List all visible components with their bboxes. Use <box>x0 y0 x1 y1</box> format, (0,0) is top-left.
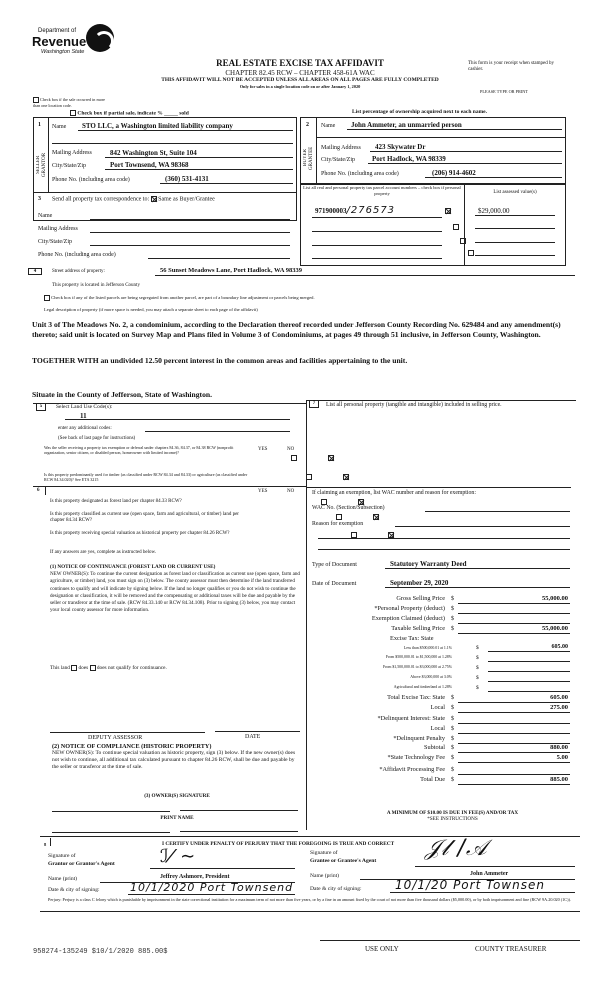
correspondence-label: Send all property tax correspondence to: <box>52 196 150 203</box>
segregated-label: Check box if any of the listed parcels are being segregated from another parcel, are part of a boundary line adjustment or parcels being merged. <box>51 295 315 301</box>
corr-name-label: Name <box>38 213 53 219</box>
grantee-name-label: Name (print) <box>310 873 340 879</box>
deputy-assessor-signature[interactable] <box>50 732 205 733</box>
affidavit-fee-value[interactable] <box>458 774 570 775</box>
correspondence-row <box>52 196 215 204</box>
legal-description-p2: TOGETHER WITH an undivided 12.50 percent interest in the common areas and facilities appertaining to the unit. <box>32 356 408 365</box>
buyer-section-number: 2 <box>306 122 309 128</box>
delinquent-interest-local-value[interactable] <box>458 733 570 734</box>
land-use-q1-yes[interactable] <box>291 455 297 461</box>
grantee-sig-label-1: Signature of <box>310 850 338 856</box>
gross-price-value[interactable]: 55,000.00 <box>542 595 568 602</box>
parcel-2-personal-checkbox[interactable] <box>453 224 459 230</box>
parcel-1-personal-checkbox[interactable] <box>445 208 451 214</box>
continuance-does-not-checkbox[interactable] <box>90 665 96 671</box>
multi-location-checkbox[interactable] <box>33 97 39 103</box>
legal-description-p3: Situate in the County of Jefferson, State of Washington. <box>32 390 213 399</box>
corr-mailing-field[interactable] <box>90 232 290 233</box>
delinquent-interest-local-label: Local <box>430 725 445 732</box>
subtotal-label: Subtotal <box>424 744 445 751</box>
seller-side-label: SELLER GRANTOR <box>36 152 47 178</box>
owner-signature-label: (3) OWNER(S) SIGNATURE <box>144 793 210 799</box>
partial-sale-checkbox[interactable] <box>70 110 76 116</box>
parcel-1-assessed-value[interactable]: $29,000.00 <box>478 207 510 215</box>
see-instructions: *SEE INSTRUCTIONS <box>427 816 478 822</box>
agency-line2: Revenue <box>32 34 87 49</box>
property-section-number: 4 <box>28 268 42 275</box>
same-as-buyer-label: Same as Buyer/Grantee <box>158 196 215 203</box>
designation-q2: Is this property classified as current use (open space, farm and agricultural, or timber) land per chapter 84.34 RCW? <box>50 512 239 523</box>
print-name-label: PRINT NAME <box>160 815 194 821</box>
grantor-sig-label-2: Grantor or Grantor's Agent <box>48 861 115 867</box>
continuance-does-checkbox[interactable] <box>71 665 77 671</box>
land-use-label: Select Land Use Code(s): <box>56 404 113 410</box>
parcel-number-2[interactable] <box>312 231 442 232</box>
buyer-phone[interactable]: (206) 914-4602 <box>432 169 476 177</box>
additional-codes-label: enter any additional codes: <box>58 426 112 431</box>
cert-statement: I CERTIFY UNDER PENALTY OF PERJURY THAT THE FOREGOING IS TRUE AND CORRECT <box>162 841 395 847</box>
land-use-q2: Is this property predominantly used for timber (as classified under RCW 84.34 and 84.33) or agriculture (as classified under RCW 84.34.020)? See ETA 3215 <box>44 472 248 482</box>
continuance-row: This land does does not qualify for continuance. <box>50 665 167 672</box>
legal-description-p1: Unit 3 of The Meadows No. 2, a condominium, according to the Declaration thereof recorded under Jefferson County Recording No. 629484 and any amendment(s) thereto; said unit is located on Survey Map and Plans filed in Volume 3 of Condominiums, at pages 49 through 51 inclusive, in Jefferson County, Washington. <box>32 320 561 339</box>
delinquent-interest-state-label: *Delinquent Interest: State <box>377 715 445 722</box>
tier-3-value[interactable] <box>488 671 570 672</box>
assessed-header: List assessed value(s) <box>493 190 537 195</box>
parcel-number-1[interactable]: 971900003/276573 <box>315 205 396 216</box>
dor-logo-icon <box>86 24 114 52</box>
form-warning: THIS AFFIDAVIT WILL NOT BE ACCEPTED UNLESS ALL AREAS ON ALL PAGES ARE FULLY COMPLETED <box>161 77 439 83</box>
personal-property-deduct-value[interactable] <box>458 613 570 614</box>
form-title: REAL ESTATE EXCISE TAX AFFIDAVIT <box>216 58 384 68</box>
parcel-3-assessed-value[interactable] <box>475 242 555 243</box>
delinquent-penalty-label: *Delinquent Penalty <box>393 735 445 742</box>
agency-line3: Washington State <box>41 49 85 55</box>
personal-property-label: List all personal property (tangible and intangible) included in selling price. <box>326 402 502 408</box>
same-as-buyer-checkbox[interactable] <box>151 196 157 202</box>
seller-phone-label: Phone No. (including area code) <box>52 177 130 183</box>
deputy-assessor-date[interactable] <box>215 731 300 732</box>
deputy-assessor-label: DEPUTY ASSESSOR <box>88 735 143 741</box>
affidavit-fee-label: *Affidavit Processing Fee <box>379 766 445 773</box>
grantee-date-city[interactable]: 10/1/20 Port Townsen <box>395 878 545 892</box>
tier-3-label: From $1,500,000.01 to $3,000,000 at 2.75% <box>382 665 452 669</box>
designation-q2-no[interactable] <box>373 514 379 520</box>
grantor-name-label: Name (print) <box>48 876 78 882</box>
additional-codes-field[interactable] <box>145 431 290 432</box>
land-use-q2-yes[interactable] <box>306 474 312 480</box>
parcel-4-personal-checkbox[interactable] <box>468 250 474 256</box>
wac-label: WAC No. (Section/Subsection) <box>312 505 385 511</box>
seller-city-label: City/State/Zip <box>52 163 86 169</box>
type-or-print: PLEASE TYPE OR PRINT <box>480 89 529 94</box>
grantor-date-label: Date & city of signing: <box>48 887 100 893</box>
grantor-sig-label-1: Signature of <box>48 853 76 859</box>
tier-2-label: From $500,000.01 to $1,500,000 at 1.28% <box>385 655 452 659</box>
exemption-deduct-label: Exemption Claimed (deduct) <box>371 615 445 622</box>
cert-section-number: 8 <box>44 842 47 847</box>
tier-4-value[interactable] <box>488 681 570 682</box>
tier-5-label: Agricultural and timberland at 1.28% <box>393 685 452 689</box>
seller-name[interactable]: STO LLC, a Washington limited liability company <box>82 122 233 130</box>
buyer-side-label: BUYER GRANTEE <box>303 146 314 170</box>
land-use-q2-no[interactable] <box>343 474 349 480</box>
doc-date-label: Date of Document <box>312 581 357 587</box>
corr-phone-label: Phone No. (including area code) <box>38 252 116 258</box>
buyer-name-label: Name <box>321 123 336 129</box>
form-chapter: CHAPTER 82.45 RCW – CHAPTER 458-61A WAC <box>225 69 375 77</box>
street-label: Street address of property: <box>52 269 105 274</box>
grantor-name[interactable]: Jeffrey Ashmore, President <box>160 874 230 880</box>
corr-name-field[interactable] <box>90 219 290 220</box>
if-yes-note: If any answers are yes, complete as instructed below. <box>50 550 157 555</box>
segregated-row <box>44 295 315 301</box>
notice2-title: (2) NOTICE OF COMPLIANCE (HISTORIC PROPERTY) <box>52 743 212 750</box>
corr-mailing-label: Mailing Address <box>38 226 78 232</box>
exemption-deduct-value[interactable] <box>458 623 570 624</box>
seller-phone[interactable]: (360) 531-4131 <box>165 175 209 183</box>
tech-fee-value[interactable]: 5.00 <box>556 754 568 761</box>
doc-date[interactable]: September 29, 2020 <box>390 579 449 587</box>
buyer-mailing[interactable]: 423 Skywater Dr <box>375 143 426 151</box>
owner-signature-line-1[interactable] <box>52 811 170 812</box>
buyer-mailing-label: Mailing Address <box>321 145 361 151</box>
seller-mailing[interactable]: 842 Washington St, Suite 104 <box>110 149 197 157</box>
tier-2-value[interactable] <box>488 661 570 662</box>
buyer-name[interactable]: John Ammeter, an unmarried person <box>351 121 462 129</box>
seller-mailing-label: Mailing Address <box>52 150 92 156</box>
partial-sale-label: Check box if partial sale, indicate % _____ sold <box>77 110 189 117</box>
land-use-no-header: NO <box>287 447 295 452</box>
tier-1-value[interactable]: 605.00 <box>551 644 568 650</box>
reason-label: Reason for exemption <box>312 521 364 527</box>
designation-q3: Is this property receiving special valuation as historical property per chapter 84.26 RCW? <box>50 531 230 536</box>
print-name-line-1[interactable] <box>52 832 170 833</box>
sales-note: Only for sales in a single location code on or after January 1, 2020 <box>239 84 361 89</box>
land-use-q1-no[interactable] <box>328 455 334 461</box>
segregated-checkbox[interactable] <box>44 295 50 301</box>
corr-city-label: City/State/Zip <box>38 239 72 245</box>
street-address[interactable]: 56 Sunset Meadows Lane, Port Hadlock, WA 98339 <box>160 267 302 274</box>
tier-5-value[interactable] <box>488 691 570 692</box>
parcel-number-4[interactable] <box>312 258 442 259</box>
county-treasurer-label: COUNTY TREASURER <box>475 945 547 953</box>
use-only-label: USE ONLY <box>365 945 399 953</box>
designation-section-number: 6 <box>37 488 40 493</box>
total-excise-state-label: Total Excise Tax: State <box>387 694 445 701</box>
buyer-phone-label: Phone No. (including area code) <box>321 171 399 177</box>
designation-q1: Is this property designated as forest land per chapter 84.33 RCW? <box>50 499 182 504</box>
seller-name-label: Name <box>52 124 67 130</box>
parcels-header: List all real and personal property tax parcel account numbers – check box if personal property <box>303 185 461 196</box>
land-use-yes-header: YES <box>258 447 268 452</box>
tier-4-label: Above $3,000,000 at 3.0% <box>410 675 452 679</box>
doc-type[interactable]: Statutory Warranty Deed <box>390 560 467 568</box>
designation-no-header: NO <box>287 489 295 494</box>
agency-line1: Department of <box>38 28 77 34</box>
notice2-body: NEW OWNER(S): To continue special valuation as historic property, sign (3) below. If the new owner(s) does not wish to continue, all additional tax calculated pursuant to chapter 84.26 RCW, shall be due and payable by the seller or transferor at the time of sale. <box>52 750 296 770</box>
personal-property-deduct-label: *Personal Property (deduct) <box>374 605 445 612</box>
gross-price-label: Gross Selling Price <box>396 595 445 602</box>
land-use-section-number: 5 <box>36 403 46 411</box>
multi-location-check-row <box>33 97 113 108</box>
delinquent-interest-state-value[interactable] <box>458 723 570 724</box>
tier-1-label: Less than $500,000.01 at 1.1% <box>403 646 452 650</box>
excise-label: Excise Tax: State <box>390 635 434 642</box>
legal-label: Legal description of property (if more space is needed, you may attach a separate sheet to each page of the affidavit) <box>44 307 258 312</box>
minimum-note: A MINIMUM OF $10.00 IS DUE IN FEE(S) AND/OR TAX <box>386 810 519 816</box>
total-excise-state-value[interactable]: 605.00 <box>550 694 568 701</box>
ownership-note: List percentage of ownership acquired next to each name. <box>352 109 487 115</box>
total-due-value[interactable]: 885.00 <box>550 776 568 783</box>
owner-signature-line-2[interactable] <box>180 810 298 811</box>
reason-field-2[interactable] <box>318 538 570 539</box>
total-due-label: Total Due <box>420 776 445 783</box>
corr-city-field[interactable] <box>90 245 290 246</box>
seller-section-number: 1 <box>38 122 41 128</box>
total-excise-local-value[interactable]: 275.00 <box>550 704 568 711</box>
exemption-label: If claiming an exemption, list WAC number and reason for exemption: <box>312 490 476 496</box>
grantee-name[interactable]: John Ammeter <box>470 871 509 877</box>
instructions-note: (See back of last page for instructions) <box>58 436 136 441</box>
grantee-date-label: Date & city of signing: <box>310 886 362 892</box>
corr-phone-field[interactable] <box>148 258 290 259</box>
parcel-number-3[interactable] <box>312 245 442 246</box>
correspondence-section-number: 3 <box>38 196 41 202</box>
reason-field-3[interactable] <box>318 549 570 550</box>
receipt-stamp: 958274-135249 $10/1/2020 885.00$ <box>33 948 168 956</box>
parcel-3-personal-checkbox[interactable] <box>460 238 466 244</box>
grantee-sig-label-2: Grantee or Grantee's Agent <box>310 858 377 864</box>
parcel-2-assessed-value[interactable] <box>475 228 555 229</box>
county-note: This property is located in Jefferson County <box>52 283 140 288</box>
grantor-date-city[interactable]: 10/1/2020 Port Townsend <box>130 881 294 894</box>
wac-field[interactable] <box>425 511 570 512</box>
notice1-body: NEW OWNER(S): To continue the current designation as forest land or classification as current use (open space, farm and agriculture, or timber) land, you must sign on (3) below. The county assessor must then determine if the land transferred continues to qualify and will indicate by signing below. If the land no longer qualifies or you do not wish to continue the designation or classification, it will be removed and the compensating or additional taxes will be due and payable by the seller or transferor at the time of sale. (RCW 84.33.140 or RCW 84.34.108). Prior to signing (3) below, you may contact your local county assessor for more information. <box>50 571 300 614</box>
personal-property-section-number: 7 <box>309 400 319 408</box>
perjury-note: Perjury: Perjury is a class C felony which is punishable by imprisonment in the state correctional institution for a maximum term of not more than five years, or by a fine in an amount fixed by the court of not more than five thousand dollars ($5,000.00), or by both imprisonment and fine (RCW 9A.20.020 (1C)). <box>48 897 571 902</box>
multi-location-label: Check box if the sale occurred in more than one location code. <box>33 97 106 109</box>
seller-city[interactable]: Port Townsend, WA 98368 <box>110 161 189 169</box>
designation-q2-yes[interactable] <box>336 514 342 520</box>
parcels-box <box>300 184 566 266</box>
taxable-price-value[interactable]: 55,000.00 <box>542 625 568 632</box>
reason-field[interactable] <box>395 526 570 527</box>
date-label: DATE <box>245 734 261 740</box>
buyer-city[interactable]: Port Hadlock, WA 98339 <box>372 155 446 163</box>
grantor-signature[interactable]: ℐ⁄ ∼ <box>160 846 197 867</box>
taxable-price-label: Taxable Selling Price <box>391 625 445 632</box>
total-excise-local-label: Local <box>430 704 445 711</box>
subtotal-value[interactable]: 880.00 <box>550 744 568 751</box>
land-use-q1: Was the seller receiving a property tax exemption or deferral under chapters 84.36, 84.37, or 84.38 RCW (nonprofit organization, senior citizen, or disabled person, homeowner with limited income)? <box>44 445 234 455</box>
tech-fee-label: *State Technology Fee <box>387 754 445 761</box>
doc-type-label: Type of Document <box>312 562 357 568</box>
partial-sale-row <box>70 110 189 117</box>
print-name-line-2[interactable] <box>180 831 298 832</box>
grantee-signature[interactable]: 𝒥𝓁 /𝒜 <box>425 836 488 861</box>
designation-yes-header: YES <box>258 489 268 494</box>
buyer-city-label: City/State/Zip <box>321 157 355 163</box>
land-use-code[interactable]: 11 <box>80 412 87 420</box>
receipt-note: This form is your receipt when stamped by cashier. <box>468 61 554 72</box>
notice1-title: (1) NOTICE OF CONTINUANCE (FOREST LAND OR CURRENT USE) <box>50 564 216 570</box>
parcel-4-assessed-value[interactable] <box>475 255 555 256</box>
